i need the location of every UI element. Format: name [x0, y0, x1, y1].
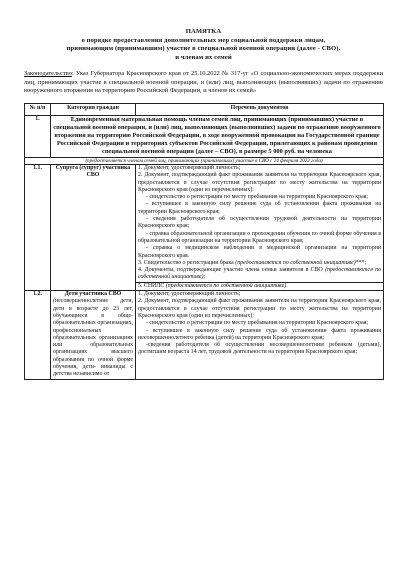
category-cell: [51, 291, 136, 380]
section-number: 1.: [25, 115, 51, 157]
benefits-table: [24, 103, 384, 379]
table-header-row: [25, 104, 384, 115]
doc-item-suffix: ;: [203, 274, 206, 281]
legislation-text: : Указ Губернатора Красноярского края от 25.10.2022 № 317-уг «О социально-экономических мерах поддержки лиц, принимающих участие в специальной военной операции, и (или) лиц, выполняющих (выполнявших) задачи по отражению вооруженного вторжения на территорию Российской Федерации, и членов их семей»: [24, 70, 383, 94]
header-documents: Перечень документов: [136, 104, 384, 115]
header-number: № п/п: [25, 104, 51, 115]
doc-item-text: 3. Свидетельство о регистрации брака: [138, 259, 234, 266]
section-row: [25, 115, 384, 157]
doc-item-note: (предоставляется по собственной инициативе): [165, 282, 287, 289]
doc-subitem: -сведения работодателя об осуществлении несовершеннолетним ребенком (детьми), достигшим возраста 14 лет, трудовой деятельности на территории Красноярского края;: [138, 342, 381, 356]
memo-title-line-2: о порядке предоставления дополнительных мер социальной поддержки лицам,: [81, 36, 326, 44]
doc-subitem: - сведения работодателя об осуществлении трудовой деятельности на территории Красноярского края;: [138, 216, 381, 230]
doc-item: 2. Документ, подтверждающий факт проживания заявителя на территории Красноярского края, предоставляется в случае отсутствия регистрации по месту жительства на территории Красноярского края (один из перечисленных):: [138, 298, 381, 319]
section-title: Единовременная материальная помощь членам семей лиц, принимающих (принимавших) участие в специальной военной операции, и (или) лиц, выполняющих (выполнявших) задачи по отражению вооруженного вторжения на территорию Российской Федерации, в ходе вооруженной провокации на Государственной границе Российской Федерации и территориях субъектов Российской Федерации, прилегающих к районам проведения специальной военной операции (далее – СВО), в размере 5 000 руб. на человека: [51, 115, 384, 157]
legislation-paragraph: [24, 70, 383, 95]
memo-title-line-3: принимающим (принимавшим) участие в специальной военной операции (далее - СВО),: [66, 45, 341, 53]
doc-subitem: - справка о медицинском наблюдении в медицинской организации на территории Красноярского края.: [138, 245, 381, 259]
row-number: 1.1.: [25, 164, 51, 290]
doc-item: 1. Документ, удостоверяющий личность;: [138, 291, 241, 298]
memo-title: [24, 28, 383, 62]
doc-subitem: - свидетельство о регистрации по месту пребывания на территории Красноярского края;: [146, 320, 369, 327]
table-row: [25, 164, 384, 290]
doc-item-note: (предоставляется по собственной инициативе): [235, 259, 356, 266]
category-cell: Супруга (супруг) участника СВО: [51, 164, 136, 290]
doc-subitem: - вступившее в законную силу решение суда об установлении факта проживания на территории Красноярского края;: [138, 201, 381, 215]
legislation-label: Законодательство: [24, 70, 72, 78]
doc-item: 2. Документ, подтверждающий факт проживания заявителя на территории Красноярского края, предоставляется в случае отсутствия регистрации по месту жительства на территории Красноярского края (один из перечисленных):: [138, 172, 381, 193]
memo-title-heading: ПАМЯТКА: [185, 28, 222, 35]
doc-subitem: - справка образовательной организации о прохождении обучения по очной форме обучения в образовательной организации на территории Красноярского края;: [138, 230, 381, 244]
section-note: (предоставляется членам семей лиц, принимающих (принимавших) участие в СВО с 24 февраля 2022 года): [25, 157, 384, 164]
memo-title-line-4: и членам их семей: [175, 53, 232, 61]
table-row: [25, 291, 384, 380]
doc-item: [138, 267, 381, 282]
doc-item: [136, 282, 383, 290]
doc-item-suffix: ***;: [355, 259, 367, 266]
doc-item-suffix: .: [286, 282, 288, 289]
doc-item-text: 5. СНИЛС: [138, 282, 165, 289]
doc-item-note: (предоставляются по собственной инициативе): [138, 267, 381, 281]
doc-item: 1. Документ, удостоверяющий личность;: [138, 164, 241, 171]
section-note-row: [25, 157, 384, 164]
doc-subitem: - вступившее в законную силу решение суда об установлении факта проживания несовершеннолетнего ребенка (детей) на территории Красноярского края;: [138, 327, 381, 341]
doc-item-text: 4. Документы, подтверждающие участие члена семьи заявителя в СВО: [138, 267, 323, 274]
category-title: Дети участника СВО: [64, 291, 122, 298]
documents-cell: [136, 164, 384, 290]
category-description: (несовершеннолетние дети, дети в возрасте до 23 лет, обучающиеся в обще-образовательных организациях, профессиональных образовательных организациях или образовательных организациях высшего образования по очной форме обучения, дети- инвалиды с детства независимо от: [53, 298, 133, 378]
documents-cell: [136, 291, 384, 380]
doc-subitem: - свидетельство о регистрации по месту пребывания на территории Красноярского края;: [146, 194, 369, 201]
row-number: 1.2.: [25, 291, 51, 380]
header-category: Категория граждан: [51, 104, 136, 115]
